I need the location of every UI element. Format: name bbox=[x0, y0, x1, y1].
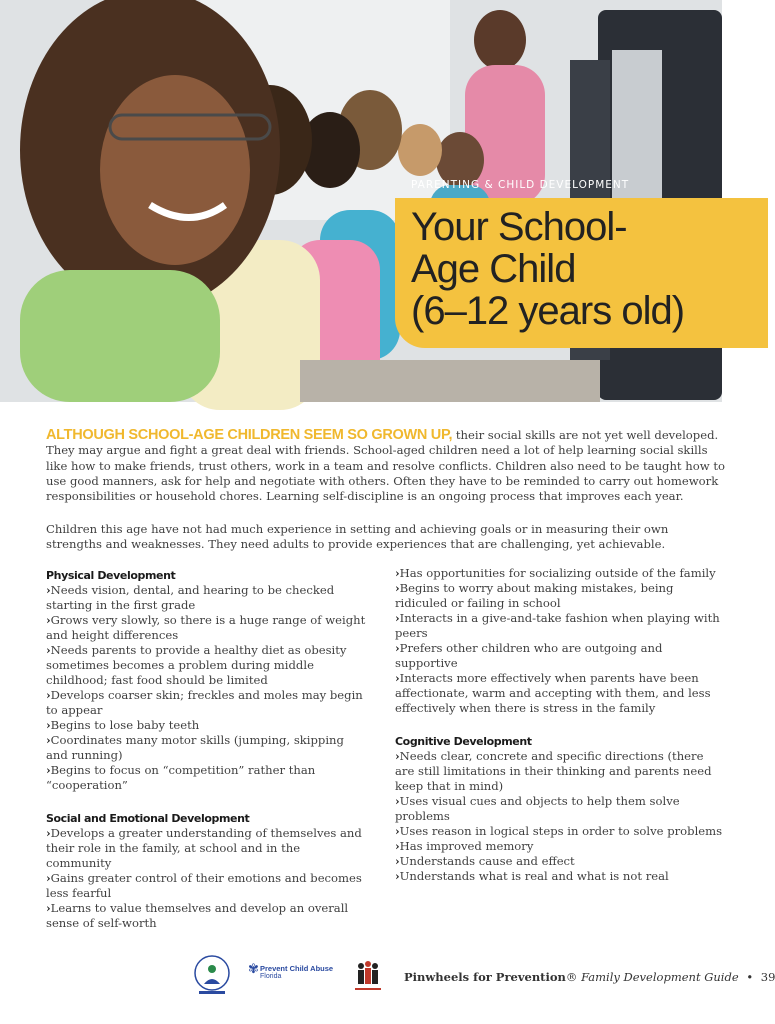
footer-guide-title: Family Development Guide bbox=[581, 970, 739, 984]
section-kicker: PARENTING & CHILD DEVELOPMENT bbox=[411, 179, 630, 191]
list-item: › Begins to focus on “competition” rather than “cooperation” bbox=[46, 763, 368, 793]
pinwheel-icon: ✾ bbox=[248, 962, 259, 977]
list-item: › Interacts in a give-and-take fashion when playing with peers bbox=[395, 611, 725, 641]
list-item: › Develops coarser skin; freckles and moles may begin to appear bbox=[46, 688, 368, 718]
physical-heading: Physical Development bbox=[46, 569, 176, 582]
state-seal-logo-icon bbox=[193, 954, 231, 996]
page-title-line-1: Your School- bbox=[411, 205, 627, 249]
list-item: › Grows very slowly, so there is a huge range of weight and height differences bbox=[46, 613, 368, 643]
list-item: › Understands what is real and what is not real bbox=[395, 869, 725, 884]
footer-brand: Pinwheels for Prevention bbox=[404, 970, 566, 984]
footer-reg-mark: ® bbox=[565, 970, 578, 984]
list-item: › Has opportunities for socializing outside of the family bbox=[395, 566, 725, 581]
second-paragraph: Children this age have not had much experience in setting and achieving goals or in measuring their own strengths and weaknesses. They need adults to provide experiences that are challenging, yet achievable. bbox=[46, 522, 669, 552]
right-column bbox=[395, 566, 725, 884]
logo-text-line-2: Florida bbox=[260, 973, 282, 980]
page-footer bbox=[0, 950, 775, 1000]
list-item: › Begins to worry about making mistakes, being ridiculed or failing in school bbox=[395, 581, 725, 611]
list-item: › Needs clear, concrete and specific directions (there are still limitations in their thinking and parents need keep that in mind) bbox=[395, 749, 725, 794]
footer-guide-text bbox=[404, 970, 775, 984]
left-column bbox=[46, 566, 368, 931]
list-item: › Has improved memory bbox=[395, 839, 725, 854]
family-logo-icon bbox=[353, 960, 383, 994]
list-item: › Develops a greater understanding of themselves and their role in the family, at school and in the community bbox=[46, 826, 368, 871]
page-number: 39 bbox=[760, 970, 775, 984]
intro-text: their social skills are not yet well developed. They may argue and fight a great deal with friends. School-aged children need a lot of help learning social skills like how to make friends, trust others, work in a team and resolve conflicts. Children also need to be taught how to use good manners, ask for help and negotiate with others. Often they have to be reminded to carry out homework responsibilities or household chores. Learning self-discipline is an ongoing process that improves each year. bbox=[46, 428, 725, 504]
title-banner bbox=[395, 198, 768, 348]
list-item: › Uses reason in logical steps in order to solve problems bbox=[395, 824, 725, 839]
footer-separator: • bbox=[746, 970, 754, 984]
social-heading: Social and Emotional Development bbox=[46, 812, 250, 825]
cognitive-heading: Cognitive Development bbox=[395, 735, 532, 748]
list-item: › Interacts more effectively when parents have been affectionate, warm and accepting with them, and less effectively when there is stress in the family bbox=[395, 671, 725, 716]
list-item: › Prefers other children who are outgoing and supportive bbox=[395, 641, 725, 671]
page-title-line-3: (6–12 years old) bbox=[411, 289, 685, 333]
intro-lead: ALTHOUGH SCHOOL-AGE CHILDREN SEEM SO GROWN UP, bbox=[46, 427, 453, 443]
list-item: › Uses visual cues and objects to help them solve problems bbox=[395, 794, 725, 824]
list-item: › Begins to lose baby teeth bbox=[46, 718, 368, 733]
list-item: › Understands cause and effect bbox=[395, 854, 725, 869]
list-item: › Needs parents to provide a healthy diet as obesity sometimes becomes a problem during middle childhood; fast food should be limited bbox=[46, 643, 368, 688]
list-item: › Coordinates many motor skills (jumping, skipping and running) bbox=[46, 733, 368, 763]
intro-paragraph bbox=[46, 428, 726, 504]
list-item: › Gains greater control of their emotions and becomes less fearful bbox=[46, 871, 368, 901]
list-item: › Learns to value themselves and develop an overall sense of self-worth bbox=[46, 901, 368, 931]
logo-text-line-1: Prevent Child Abuse bbox=[260, 964, 334, 973]
list-item: › Needs vision, dental, and hearing to be checked starting in the first grade bbox=[46, 583, 368, 613]
page-title-line-2: Age Child bbox=[411, 247, 576, 291]
